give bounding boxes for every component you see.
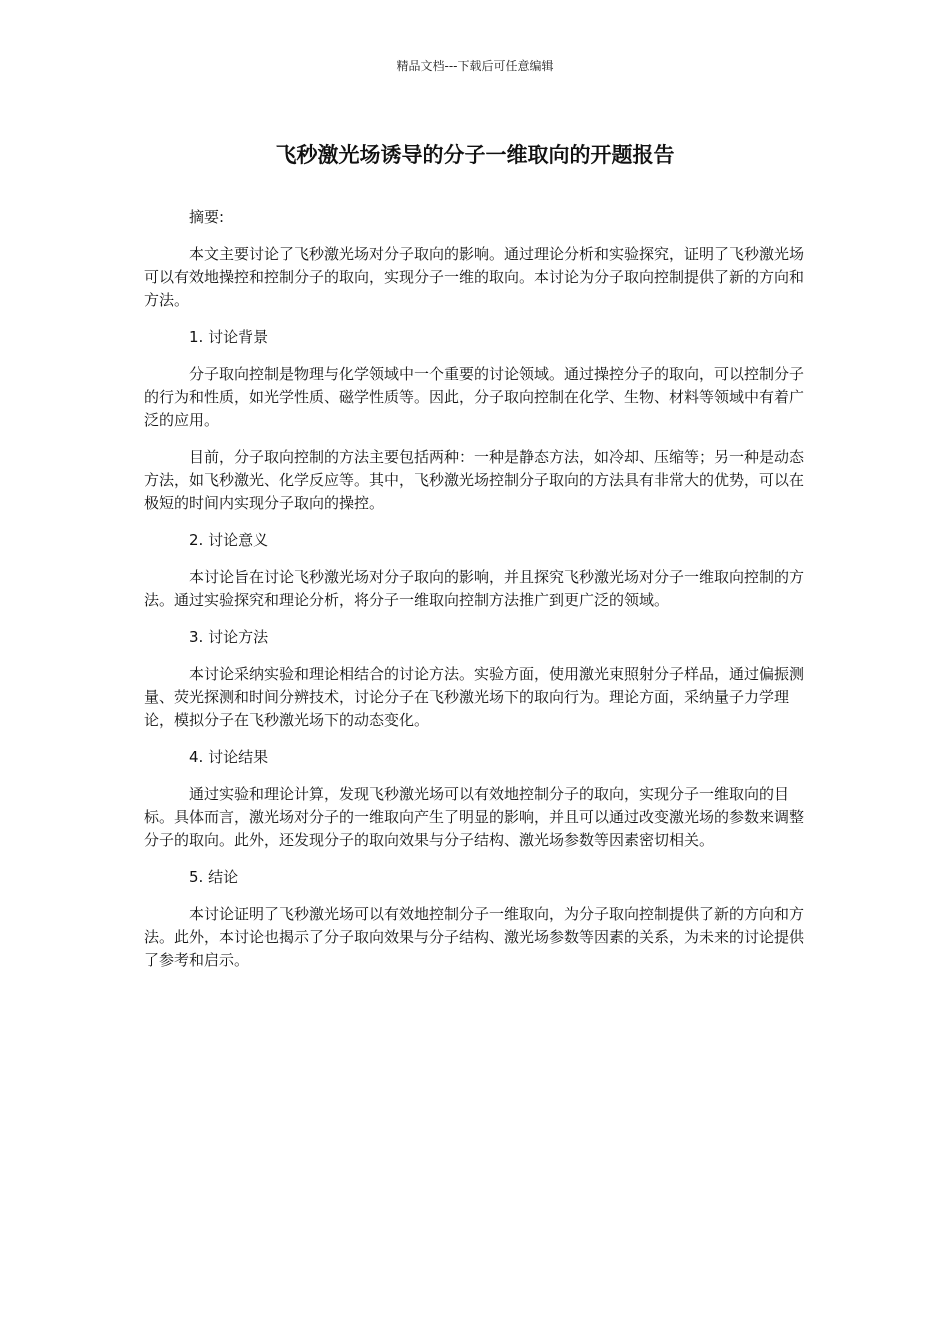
section-paragraph: 本讨论旨在讨论飞秒激光场对分子取向的影响，并且探究飞秒激光场对分子一维取向控制的方法。通过实验探究和理论分析，将分子一维取向控制方法推广到更广泛的领域。 bbox=[144, 568, 805, 609]
section-heading-conclusion: 5. 结论 bbox=[189, 868, 239, 886]
section-paragraph: 分子取向控制是物理与化学领域中一个重要的讨论领域。通过操控分子的取向，可以控制分子的行为和性质，如光学性质、磁学性质等。因此，分子取向控制在化学、生物、材料等领域中有着广泛的应用。 bbox=[144, 365, 805, 429]
header-note: 精品文档---下载后可任意编辑 bbox=[396, 59, 554, 73]
abstract-label: 摘要: bbox=[189, 208, 225, 226]
section-paragraph: 通过实验和理论计算，发现飞秒激光场可以有效地控制分子的取向，实现分子一维取向的目标。具体而言，激光场对分子的一维取向产生了明显的影响，并且可以通过改变激光场的参数来调整分子的取向。此外，还发现分子的取向效果与分子结构、激光场参数等因素密切相关。 bbox=[144, 785, 805, 849]
section-heading-results: 4. 讨论结果 bbox=[189, 748, 269, 766]
section-heading-background: 1. 讨论背景 bbox=[189, 328, 269, 346]
section-paragraph: 本讨论证明了飞秒激光场可以有效地控制分子一维取向，为分子取向控制提供了新的方向和方法。此外，本讨论也揭示了分子取向效果与分子结构、激光场参数等因素的关系，为未来的讨论提供了参考和启示。 bbox=[144, 905, 805, 969]
section-heading-methods: 3. 讨论方法 bbox=[189, 628, 269, 646]
section-heading-significance: 2. 讨论意义 bbox=[189, 531, 269, 549]
section-paragraph: 本讨论采纳实验和理论相结合的讨论方法。实验方面，使用激光束照射分子样品，通过偏振测量、荧光探测和时间分辨技术，讨论分子在飞秒激光场下的取向行为。理论方面，采纳量子力学理论，模拟分子在飞秒激光场下的动态变化。 bbox=[144, 665, 805, 729]
document-body bbox=[144, 206, 806, 986]
document-title: 飞秒激光场诱导的分子一维取向的开题报告 bbox=[275, 143, 675, 167]
abstract-paragraph: 本文主要讨论了飞秒激光场对分子取向的影响。通过理论分析和实验探究，证明了飞秒激光场可以有效地操控和控制分子的取向，实现分子一维的取向。本讨论为分子取向控制提供了新的方向和方法。 bbox=[144, 245, 805, 309]
section-paragraph: 目前，分子取向控制的方法主要包括两种：一种是静态方法，如冷却、压缩等；另一种是动态方法，如飞秒激光、化学反应等。其中，飞秒激光场控制分子取向的方法具有非常大的优势，可以在极短的时间内实现分子取向的操控。 bbox=[144, 448, 805, 512]
